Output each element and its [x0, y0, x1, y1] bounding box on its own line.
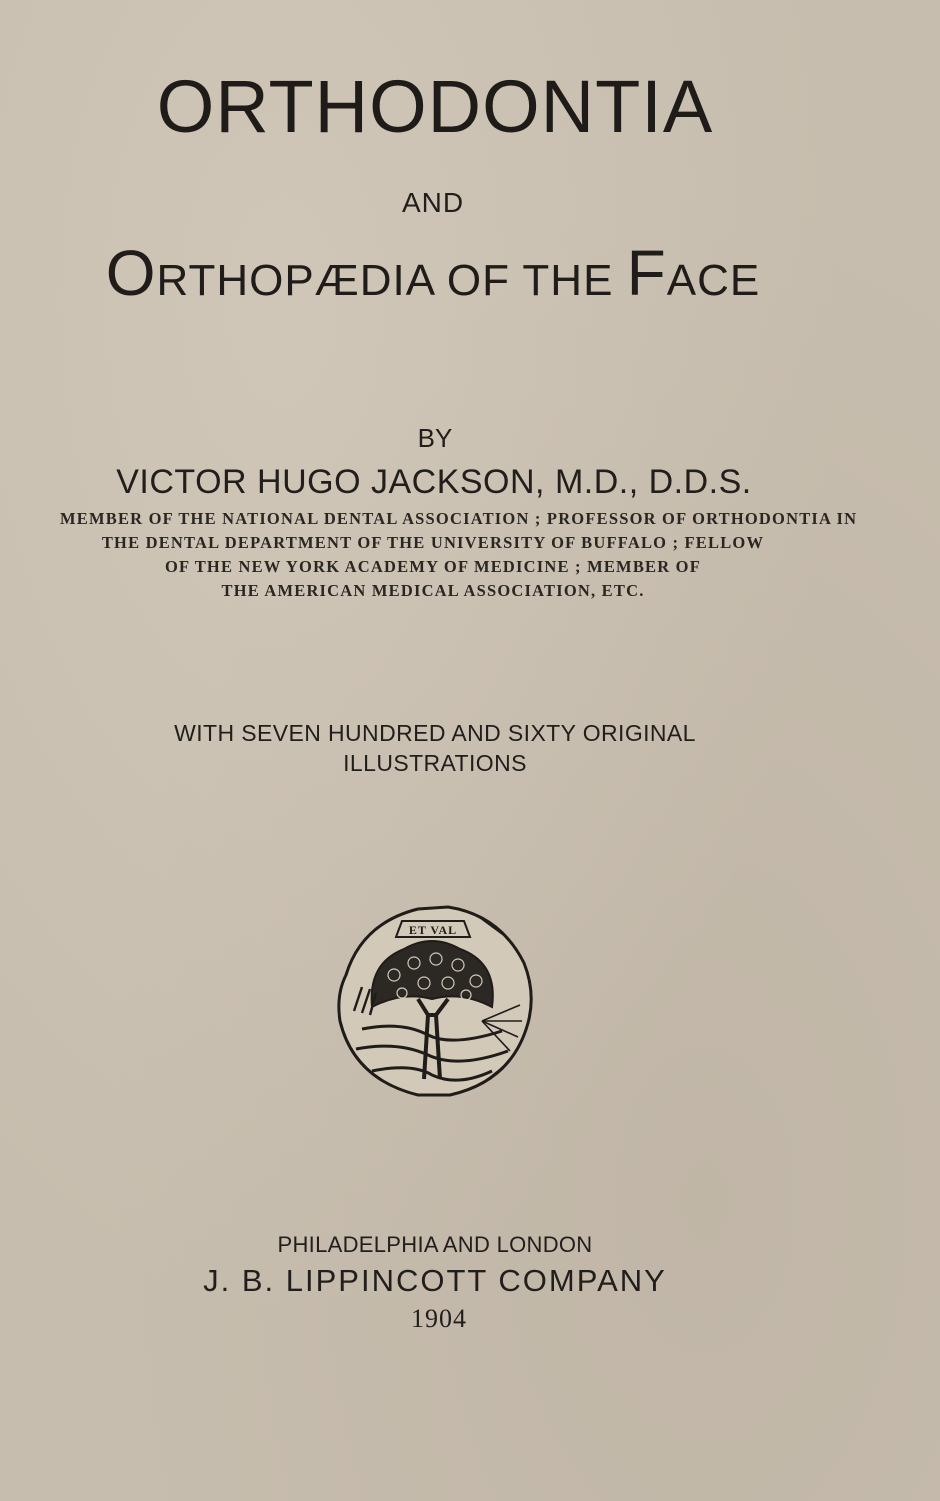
title-conjunction: AND: [401, 187, 465, 218]
publication-year: 1904: [411, 1304, 467, 1333]
svg-text:ET VAL: ET VAL: [408, 923, 458, 937]
publisher-seal-icon: [332, 903, 536, 1101]
subtitle-word-face: ACE: [666, 256, 761, 305]
subtitle-words-of-the: OF THE: [446, 256, 614, 305]
book-subtitle: [0, 238, 866, 316]
subtitle-word-orthopaedia: RTHOPÆDIA: [156, 256, 434, 305]
illustrations-line: WITH SEVEN HUNDRED AND SIXTY ORIGINAL: [174, 720, 696, 746]
credentials-line: THE AMERICAN MEDICAL ASSOCIATION, ETC.: [221, 581, 645, 600]
book-title: ORTHODONTIA: [156, 65, 714, 148]
author-credentials: [60, 507, 858, 603]
by-line: BY: [417, 423, 453, 453]
illustrations-line: ILLUSTRATIONS: [343, 750, 527, 776]
credentials-line: MEMBER OF THE NATIONAL DENTAL ASSOCIATION ; PROFESSOR OF ORTHODONTIA IN: [60, 509, 858, 528]
credentials-line: THE DENTAL DEPARTMENT OF THE UNIVERSITY OF BUFFALO ; FELLOW: [101, 533, 765, 552]
subtitle-initial-f: F: [626, 237, 667, 309]
illustrations-note: [0, 718, 870, 778]
author-name: VICTOR HUGO JACKSON, M.D., D.D.S.: [116, 463, 752, 501]
credentials-line: OF THE NEW YORK ACADEMY OF MEDICINE ; MEMBER OF: [165, 557, 701, 576]
publication-place: PHILADELPHIA AND LONDON: [277, 1232, 593, 1257]
subtitle-initial-o: O: [105, 237, 157, 309]
publisher-name: J. B. LIPPINCOTT COMPANY: [203, 1263, 667, 1298]
